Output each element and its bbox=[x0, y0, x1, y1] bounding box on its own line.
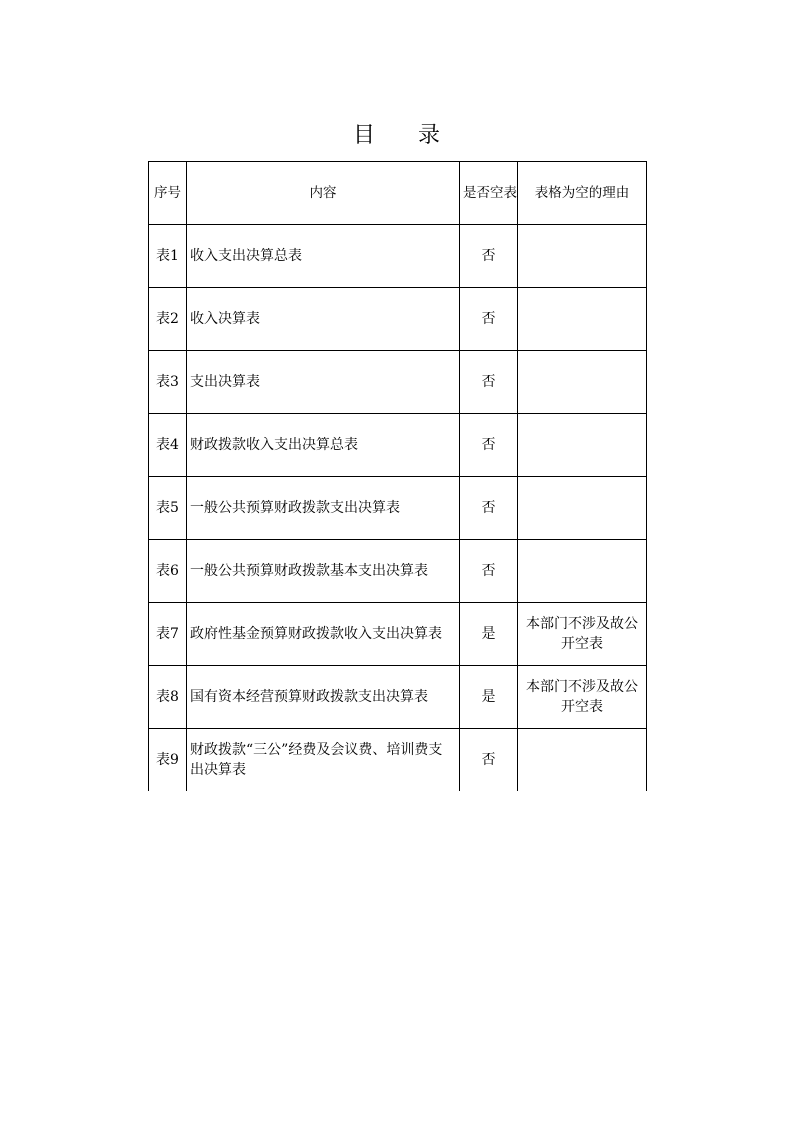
header-is-empty: 是否空表 bbox=[460, 162, 518, 225]
row-content: 收入支出决算总表 bbox=[187, 225, 460, 288]
row-reason bbox=[518, 477, 647, 540]
toc-table bbox=[148, 161, 647, 791]
header-row bbox=[149, 162, 647, 225]
header-reason: 表格为空的理由 bbox=[518, 162, 647, 225]
row-content: 国有资本经营预算财政拨款支出决算表 bbox=[187, 666, 460, 729]
row-no: 表7 bbox=[149, 603, 187, 666]
row-no: 表3 bbox=[149, 351, 187, 414]
row-is-empty: 否 bbox=[460, 225, 518, 288]
row-no: 表2 bbox=[149, 288, 187, 351]
row-reason: 本部门不涉及故公开空表 bbox=[518, 603, 647, 666]
row-is-empty: 是 bbox=[460, 666, 518, 729]
row-content: 一般公共预算财政拨款支出决算表 bbox=[187, 477, 460, 540]
row-reason bbox=[518, 351, 647, 414]
header-no: 序号 bbox=[149, 162, 187, 225]
row-no: 表8 bbox=[149, 666, 187, 729]
row-content: 一般公共预算财政拨款基本支出决算表 bbox=[187, 540, 460, 603]
row-is-empty: 否 bbox=[460, 351, 518, 414]
header-content: 内容 bbox=[187, 162, 460, 225]
row-reason bbox=[518, 729, 647, 792]
page-title: 目 录 bbox=[353, 123, 458, 148]
row-no: 表1 bbox=[149, 225, 187, 288]
table-row bbox=[149, 225, 647, 288]
row-reason bbox=[518, 288, 647, 351]
row-content: 支出决算表 bbox=[187, 351, 460, 414]
table-row bbox=[149, 540, 647, 603]
table-row bbox=[149, 351, 647, 414]
row-is-empty: 否 bbox=[460, 477, 518, 540]
row-reason bbox=[518, 414, 647, 477]
table-row bbox=[149, 477, 647, 540]
row-no: 表5 bbox=[149, 477, 187, 540]
row-is-empty: 否 bbox=[460, 288, 518, 351]
table-row bbox=[149, 414, 647, 477]
row-is-empty: 否 bbox=[460, 540, 518, 603]
table-row bbox=[149, 603, 647, 666]
row-is-empty: 是 bbox=[460, 603, 518, 666]
row-reason: 本部门不涉及故公开空表 bbox=[518, 666, 647, 729]
table-row bbox=[149, 288, 647, 351]
row-reason bbox=[518, 225, 647, 288]
row-no: 表9 bbox=[149, 729, 187, 792]
row-is-empty: 否 bbox=[460, 414, 518, 477]
row-content: 财政拨款收入支出决算总表 bbox=[187, 414, 460, 477]
table-row bbox=[149, 666, 647, 729]
row-reason bbox=[518, 540, 647, 603]
row-is-empty: 否 bbox=[460, 729, 518, 792]
row-no: 表6 bbox=[149, 540, 187, 603]
row-content: 政府性基金预算财政拨款收入支出决算表 bbox=[187, 603, 460, 666]
row-content: 财政拨款“三公”经费及会议费、培训费支出决算表 bbox=[187, 729, 460, 792]
row-no: 表4 bbox=[149, 414, 187, 477]
row-content: 收入决算表 bbox=[187, 288, 460, 351]
table-row bbox=[149, 729, 647, 792]
